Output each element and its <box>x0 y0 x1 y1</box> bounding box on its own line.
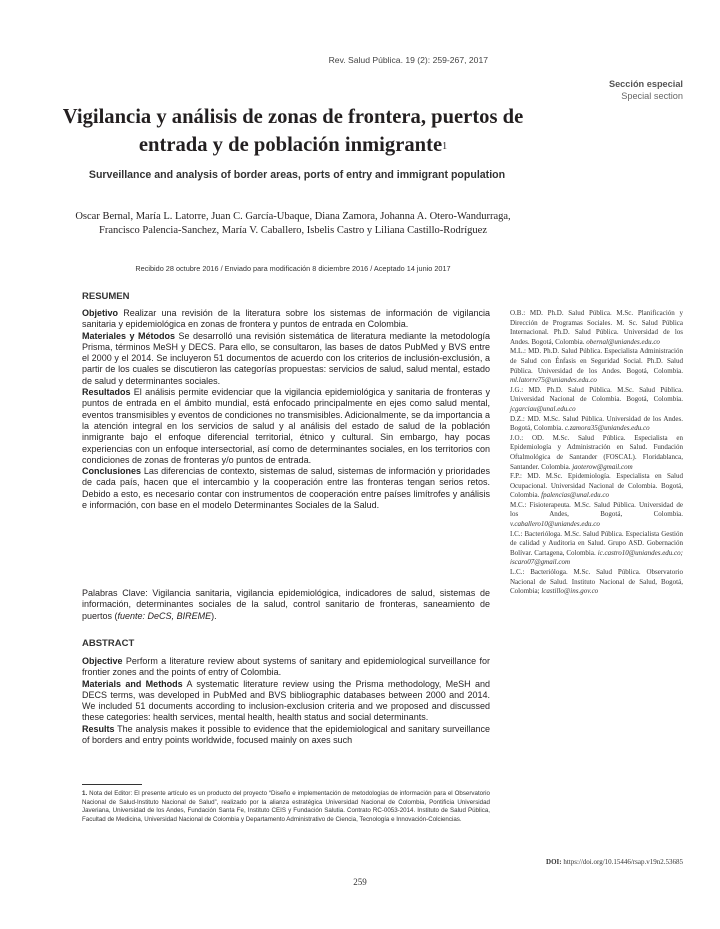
resumen-metodos <box>82 331 490 387</box>
keywords-text: Palabras Clave: Vigilancia sanitaria, vigilancia epidemiológica, indicadores de salud, sistemas de información, determinantes sociales de la salud, control sanitario de fronteras, saneamiento de puertos ( <box>82 588 490 621</box>
resumen-heading: RESUMEN <box>82 291 130 302</box>
affiliation-email[interactable]: jaoterow@gmail.com <box>572 462 633 471</box>
footnote-divider <box>82 784 142 785</box>
submission-dates: Recibido 28 octubre 2016 / Enviado para modificación 8 diciembre 2016 / Aceptado 14 junio 2017 <box>135 264 451 273</box>
author-list: Oscar Bernal, María L. Latorre, Juan C. García-Ubaque, Diana Zamora, Johanna A. Otero-Wandurraga, Francisco Palencia-Sanchez, María V. Caballero, Isbelis Castro y Liliana Castillo-Rodríguez <box>75 211 511 236</box>
abstract-body <box>82 656 490 746</box>
abstract-results-label: Results <box>82 723 115 734</box>
affiliation-email[interactable]: ic.castro10@uniandes.edu.co; iscaro07@gmail.com <box>510 548 683 567</box>
affiliation-email[interactable]: ml.latorre75@uniandes.edu.co <box>510 376 597 385</box>
article-title-text: Vigilancia y análisis de zonas de frontera, puertos de entrada y de población inmigrante <box>62 106 524 156</box>
affiliation-item <box>510 386 683 415</box>
title-footnote-marker[interactable]: 1 <box>442 141 448 152</box>
affiliation-item <box>510 415 683 434</box>
footnote <box>82 790 490 824</box>
affiliation-text: O.B.: MD. Ph.D. Salud Pública. M.Sc. Planificación y Dirección de Programas Sociales. M. Sc. Salud Pública Internacional. Ph.D. Salud Pública. Universidad de los Andes. Bogotá, Colombia. <box>510 309 683 346</box>
section-label-es: Sección especial <box>608 79 683 89</box>
abstract-objective <box>82 656 490 679</box>
resumen-resultados-label: Resultados <box>82 387 131 398</box>
page-number: 259 <box>353 877 367 887</box>
resumen-objetivo-label: Objetivo <box>82 308 119 318</box>
keywords-source: fuente: DeCS, BIREME <box>117 610 212 621</box>
doi-label: DOI: <box>546 858 562 866</box>
affiliation-item <box>510 568 683 597</box>
resumen-conclusiones-text: Las diferencias de contexto, sistemas de salud, sistemas de información y prioridades de cada país, hacen que el intercambio y la cooperación entre las fronteras tengan serios retos. Debido a esto, es necesario contar con instrumentos de cooperación entre países limítrofes y análisis e información, con base en el modelo Determinantes Sociales de la Salud. <box>82 466 490 511</box>
resumen-objetivo-text: Realizar una revisión de la literatura sobre los sistemas de información de vigilancia sanitaria y epidemiológica en zonas de frontera y puntos de entrada en Colombia. <box>82 308 490 330</box>
resumen-keywords <box>82 588 490 622</box>
journal-reference: Rev. Salud Pública. 19 (2): 259-267, 2017 <box>328 55 488 65</box>
article-subtitle: Surveillance and analysis of border areas, ports of entry and immigrant population <box>88 169 506 181</box>
doi <box>400 858 683 866</box>
affiliation-item <box>510 472 683 501</box>
affiliation-email[interactable]: jcgarciau@unal.edu.co <box>510 404 576 413</box>
abstract-objective-text: Perform a literature review about systems of sanitary and epidemiological surveillance for frontier zones and the points of entry of Colombia. <box>82 656 490 678</box>
affiliation-text: L.C.: Bacterióloga. M.Sc. Salud Pública. Observatorio Nacional de Salud. Instituto Nacional de Salud, Bogotá, Colombia; <box>510 568 683 596</box>
affiliation-email[interactable]: c.zamora35@uniandes.edu.co <box>564 424 650 433</box>
resumen-metodos-label: Materiales y Métodos <box>82 330 175 341</box>
affiliation-email[interactable]: lcastillo@ins.gov.co <box>541 587 599 596</box>
resumen-objetivo <box>82 308 490 331</box>
affiliation-text: D.Z.: MD. M.Sc. Salud Pública. Universidad de los Andes. Bogotá, Colombia. <box>510 414 683 433</box>
affiliation-text: I.C.: Bacterióloga. M.Sc. Salud Pública. Especialista Gestión de calidad y Auditoria en Salud. Grupo ASD. Gobernación Bolívar. Cartagena, Colombia. <box>510 529 683 557</box>
affiliation-email[interactable]: obernal@uniandes.edu.co <box>586 337 660 346</box>
affiliation-email[interactable]: v.caballero10@uniandes.edu.co <box>510 520 600 529</box>
abstract-results <box>82 724 490 747</box>
affiliation-item <box>510 347 683 385</box>
affiliation-item <box>510 434 683 472</box>
abstract-objective-label: Objective <box>82 656 123 666</box>
keywords-end: ). <box>211 610 217 621</box>
footnote-number: 1. <box>82 790 88 797</box>
affiliation-item <box>510 501 683 530</box>
affiliation-text: M.L.: MD. Ph.D. Salud Pública. Especialista Administración de Salud con Énfasis en Seguridad Social. Ph.D. Salud Pública. Universidad de los Andes. Bogotá, Colombia. <box>510 347 683 375</box>
affiliation-text: J.G.: MD. Ph.D. Salud Pública. M.Sc. Salud Pública. Universidad Nacional de Colombia. Bogotá, Colombia. <box>510 385 683 404</box>
section-label <box>0 78 683 102</box>
abstract-results-text: The analysis makes it possible to evidence that the epidemiological and sanitary surveillance of borders and entry points worldwide, focused mainly on axes such <box>82 723 490 746</box>
abstract-heading: ABSTRACT <box>82 638 135 649</box>
abstract-methods-label: Materials and Methods <box>82 678 183 689</box>
doi-link[interactable]: https://doi.org/10.15446/rsap.v19n2.53685 <box>561 858 683 866</box>
abstract-methods-text: A systematic literature review using the Prisma methodology, MeSH and DECS terms, was developed in PubMed and BVS bibliographic databases between 2000 and 2014. We included 51 documents according to inclusion-exclusion criteria and we proposed and discussed these categories: health services, mental health, health status and social determinants. <box>82 678 490 723</box>
affiliation-text: M.C.: Fisioterapeuta. M.Sc. Salud Pública. Universidad de los Andes, Bogotá, Colombia. <box>510 500 683 519</box>
affiliation-item <box>510 309 683 347</box>
footnote-text: Nota del Editor: El presente artículo es un producto del proyecto “Diseño e implementación de metodologías de información para el Observatorio Nacional de Salud-Instituto Nacional de Salud”, realizado por la alianza estratégica Universidad Nacional de Colombia, Pontificia Universidad Javeriana, Universidad de los Andes, Fundación Santa Fe, Instituto CEIS y Fundación Salutia. Contrato RC-0053-2014. Instituto de Salud Pública, Facultad de Medicina, Universidad Nacional de Colombia y Departamento Administrativo de Ciencia, Tecnología e Innovación-Colciencias. <box>82 790 490 823</box>
resumen-conclusiones-label: Conclusiones <box>82 466 142 477</box>
affiliation-text: J.O.: OD. M.Sc. Salud Pública. Especialista en Epidemiología y Administración en Salud. Fundación Oftalmológica de Santander (FOSCAL). Floridablanca, Santander. Colombia. <box>510 433 683 471</box>
affiliation-item <box>510 530 683 568</box>
affiliation-text: F.P.: MD. M.Sc. Epidemiología. Especialista en Salud Ocupacional. Universidad Nacional de Colombia. Bogotá, Colombia. <box>510 472 683 500</box>
resumen-body <box>82 308 490 511</box>
abstract-methods <box>82 679 490 724</box>
resumen-conclusiones <box>82 466 490 511</box>
resumen-metodos-text: Se desarrolló una revisión sistemática de literatura mediante la metodología Prisma, términos MeSH y DECS. Para ello, se consultaron, las bases de datos PubMed y BVS entre el 2000 y el 2014. Se incluyeron 51 documentos de acuerdo con los criterios de inclusión-exclusión, a partir de los cuales se discutieron las categorías propuestas: servicios de salud, salud mental, estado de salud y determinantes sociales. <box>82 330 490 386</box>
resumen-resultados-text: El análisis permite evidenciar que la vigilancia epidemiológica y sanitaria de fronteras y puntos de entrada en el ámbito mundial, está enfocado principalmente en ejes como salud mental, eventos transmisibles y eventos de condiciones no transmisibles. Adicionalmente, se da importancia a la atención integral en los servicios de salud y al análisis del estado de salud de la población inmigrante bajo el enfoque diferencial territorial, étnico y cultural. Sin embargo, hay pocas experiencias con un enfoque intersectorial, así como de determinantes sociales, en los territorios con condiciones de zonas de fronteras y/o puntos de entrada. <box>82 387 490 465</box>
section-label-en: Special section <box>621 91 683 101</box>
article-title <box>60 103 526 159</box>
author-affiliations <box>510 309 683 597</box>
affiliation-email[interactable]: fpalencias@unal.edu.co <box>541 491 609 500</box>
resumen-resultados <box>82 387 490 466</box>
